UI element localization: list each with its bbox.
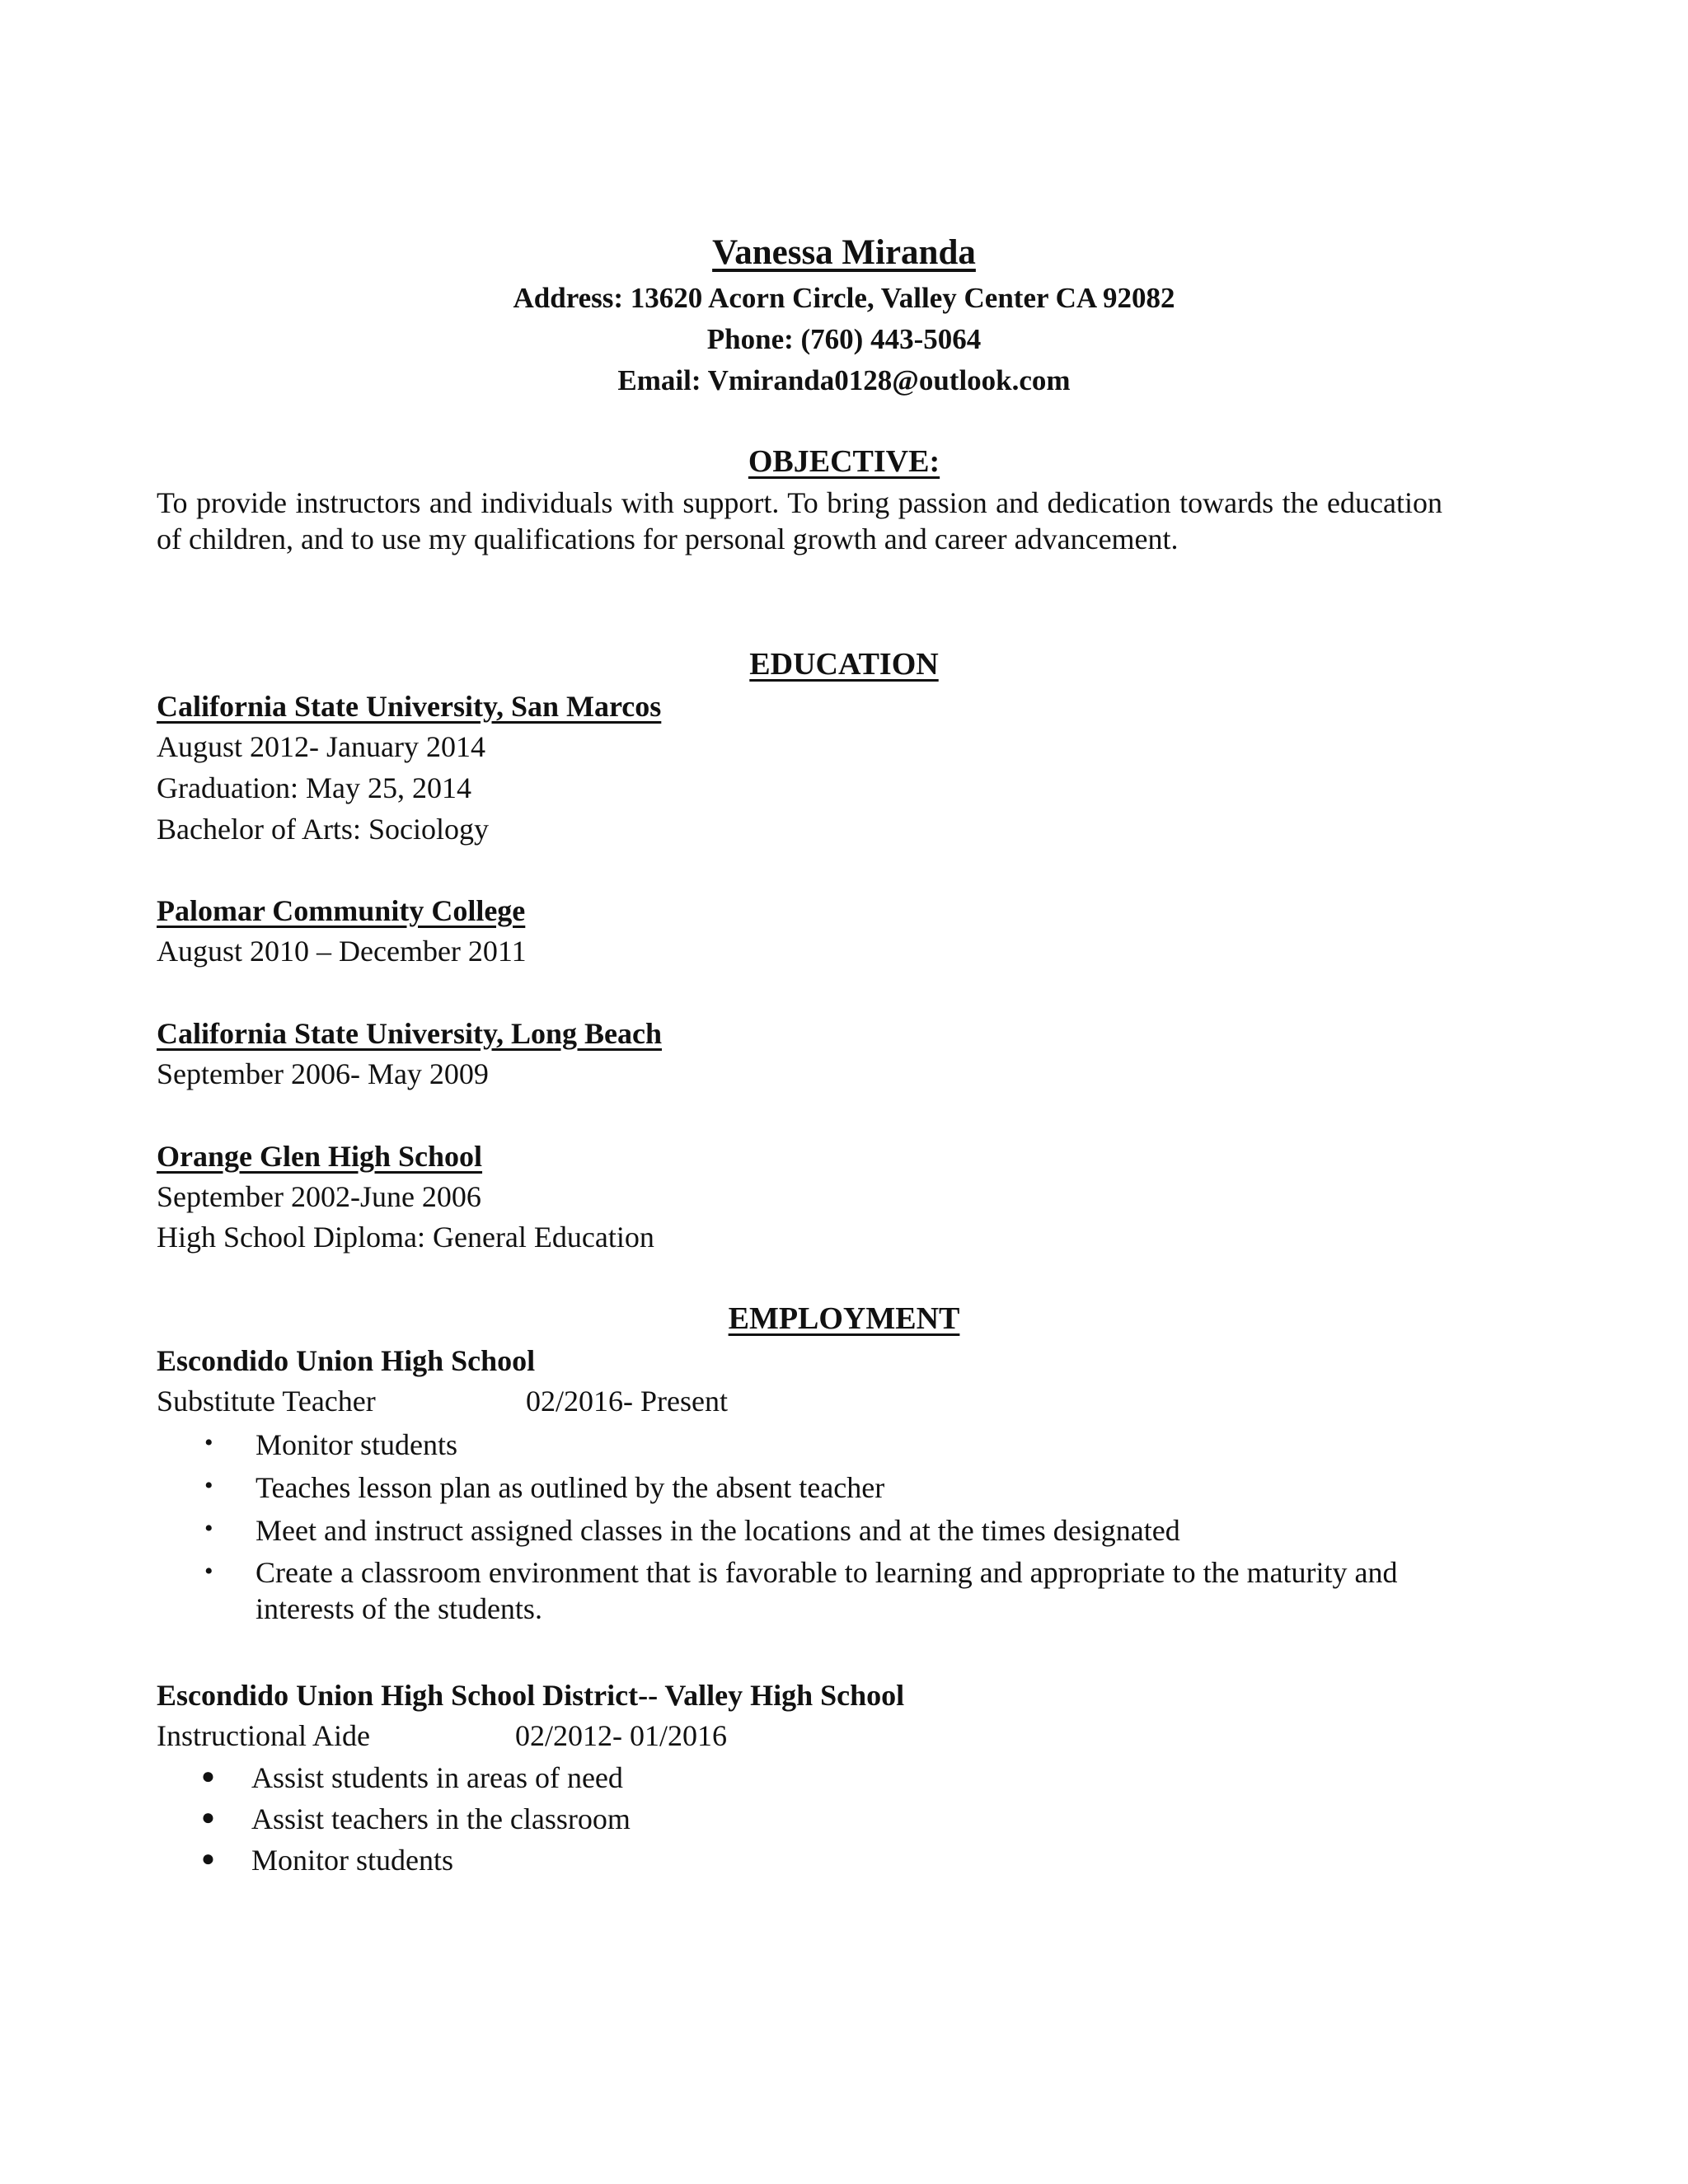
school-name: Palomar Community College <box>157 894 526 927</box>
school-detail: Bachelor of Arts: Sociology <box>157 813 489 846</box>
bullet-icon: ● <box>201 1764 215 1789</box>
bullet-icon: ● <box>201 1805 215 1830</box>
education-heading: EDUCATION <box>749 647 939 682</box>
contact-address: Address: 13620 Acorn Circle, Valley Center CA 92082 <box>513 282 1175 314</box>
employment-heading: EMPLOYMENT <box>728 1301 960 1336</box>
objective-text: To provide instructors and individuals with support. To bring passion and dedication towards the education of children, and to use my qualifications for personal growth and career advancement. <box>157 486 1442 555</box>
school-detail: August 2010 – December 2011 <box>157 935 527 968</box>
school-name: California State University, Long Beach <box>157 1017 662 1050</box>
contact-email: Email: Vmiranda0128@outlook.com <box>617 364 1071 396</box>
bullet-icon: • <box>204 1515 213 1542</box>
duty-item: Meet and instruct assigned classes in the locations and at the times designated <box>256 1514 1180 1547</box>
school-detail: Graduation: May 25, 2014 <box>157 771 471 804</box>
school-detail: September 2002-June 2006 <box>157 1180 481 1213</box>
duty-item: Assist students in areas of need <box>251 1761 623 1794</box>
employer-name: Escondido Union High School <box>157 1344 536 1377</box>
duty-item: Create a classroom environment that is favorable to learning and appropriate to the maturity and interests of the students. <box>256 1556 1398 1625</box>
duty-item: Monitor students <box>256 1428 458 1461</box>
duty-item: Teaches lesson plan as outlined by the absent teacher <box>256 1471 885 1504</box>
duty-item: Monitor students <box>251 1844 454 1877</box>
school-name: Orange Glen High School <box>157 1140 483 1173</box>
contact-phone: Phone: (760) 443-5064 <box>706 323 982 355</box>
school-detail: September 2006- May 2009 <box>157 1057 489 1090</box>
job-title: Instructional Aide <box>157 1719 370 1752</box>
bullet-icon: • <box>204 1472 213 1499</box>
objective-heading: OBJECTIVE: <box>748 444 940 479</box>
school-name: California State University, San Marcos <box>157 690 662 723</box>
duty-item: Assist teachers in the classroom <box>251 1802 631 1835</box>
school-detail: High School Diploma: General Education <box>157 1221 654 1254</box>
bullet-icon: • <box>204 1558 213 1585</box>
school-detail: August 2012- January 2014 <box>157 730 485 763</box>
resume-name: Vanessa Miranda <box>712 233 976 272</box>
bullet-icon: • <box>204 1429 213 1456</box>
job-title: Substitute Teacher <box>157 1385 376 1418</box>
job-dates: 02/2012- 01/2016 <box>515 1719 727 1752</box>
employer-name: Escondido Union High School District-- Valley High School <box>157 1679 905 1712</box>
bullet-icon: ● <box>201 1846 215 1872</box>
job-dates: 02/2016- Present <box>526 1385 728 1418</box>
